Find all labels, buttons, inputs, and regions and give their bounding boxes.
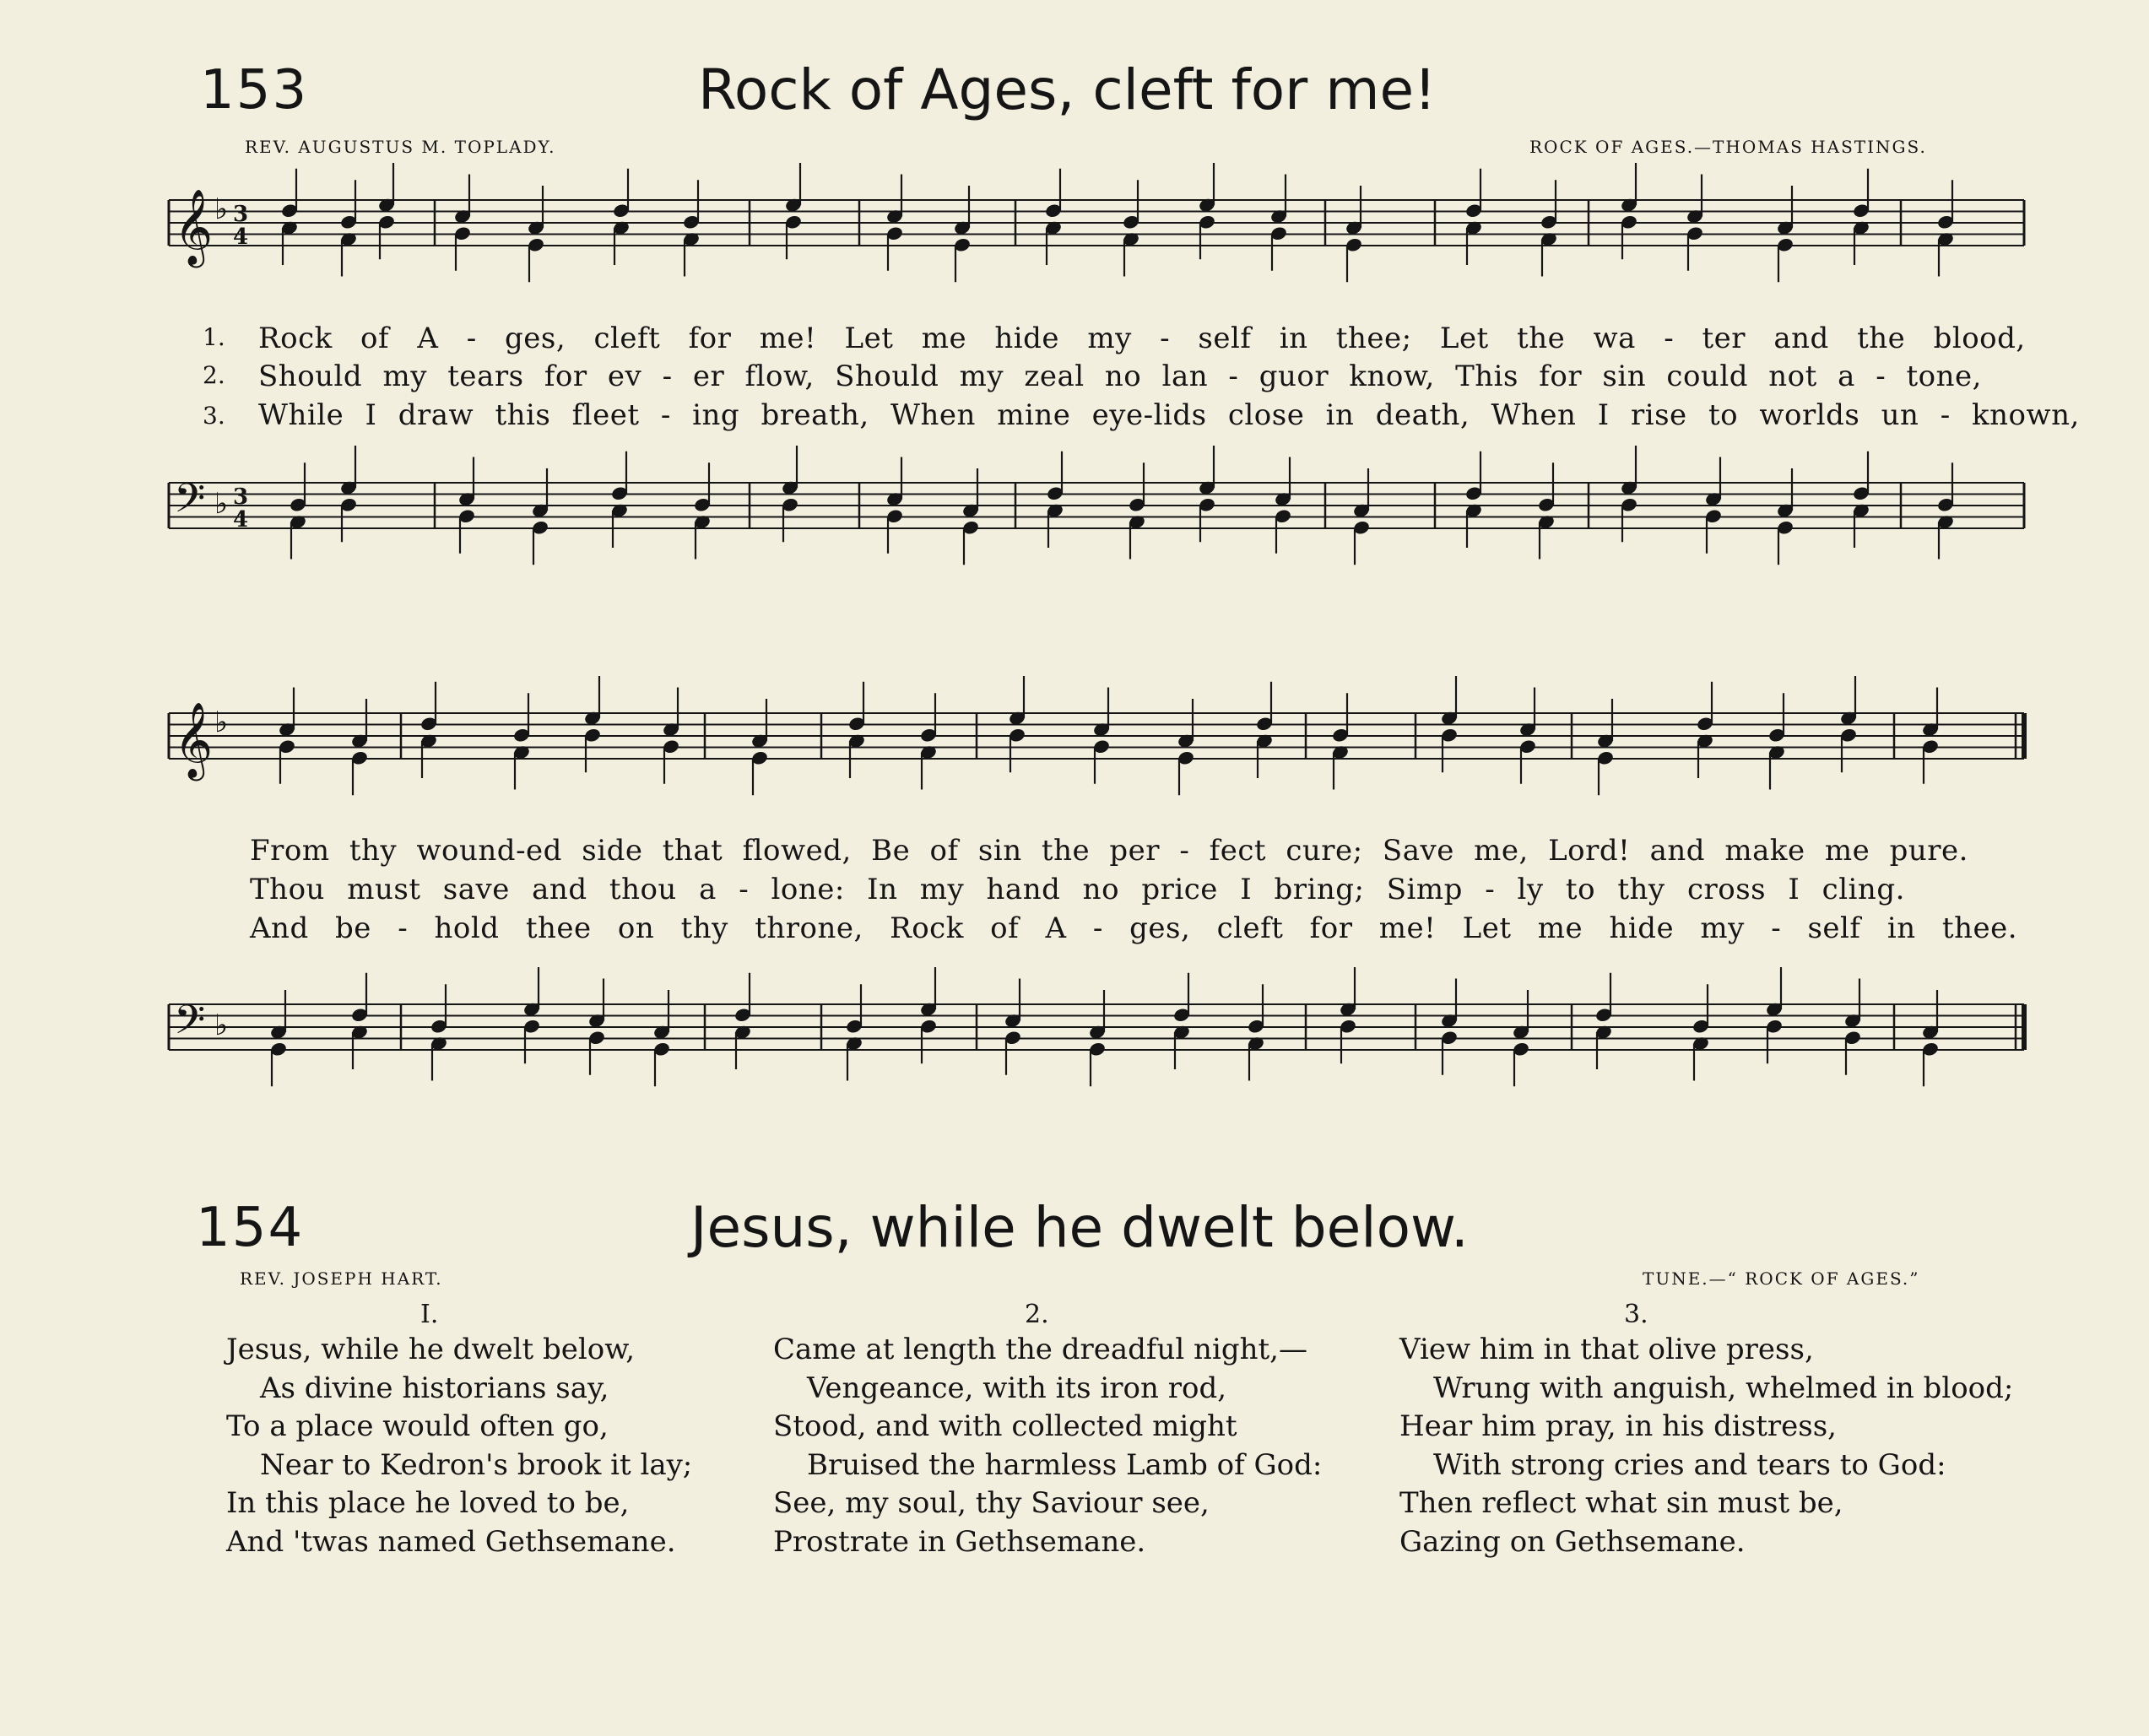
hymn-153-tune: ROCK OF AGES.—THOMAS HASTINGS. — [1529, 137, 1927, 157]
flat-icon: ♭ — [214, 487, 229, 521]
verse-line: Prostrate in Gethsemane. — [773, 1524, 1146, 1559]
verse-line: With strong cries and tears to God: — [1433, 1447, 1946, 1482]
verse-line: As divine historians say, — [260, 1371, 609, 1405]
lyric-line-4: From thy wound-ed side that flowed, Be of sin the per - fect cure; Save me, Lord! and make me pure. — [250, 834, 1968, 868]
verse-line: Wrung with anguish, whelmed in blood; — [1433, 1371, 2014, 1405]
verse-line: Gazing on Gethsemane. — [1399, 1524, 1746, 1559]
verse-line: Near to Kedron's brook it lay; — [260, 1447, 693, 1482]
verse-1-number: I. — [420, 1300, 439, 1329]
hymn-153-author: REV. AUGUSTUS M. TOPLADY. — [245, 137, 556, 157]
flat-icon: ♭ — [214, 706, 229, 739]
time-signature-top: 3 — [233, 484, 249, 510]
verse-line: To a place would often go, — [226, 1409, 609, 1443]
time-signature-top: 3 — [233, 202, 249, 227]
verse-line: Came at length the dreadful night,— — [773, 1333, 1307, 1366]
treble-clef-icon: 𝄞 — [174, 189, 214, 265]
time-signature-bottom: 4 — [233, 224, 249, 250]
bass-clef-icon: 𝄢 — [174, 474, 206, 532]
flat-icon: ♭ — [214, 1009, 229, 1042]
flat-icon: ♭ — [214, 192, 229, 226]
hymn-154-tune: TUNE.—“ ROCK OF AGES.” — [1643, 1268, 1920, 1289]
verse-line: Hear him pray, in his distress, — [1399, 1409, 1837, 1443]
verse-line: View him in that olive press, — [1399, 1333, 1814, 1366]
lyric-line-3: While I draw this fleet - ing breath, When mine eye-lids close in death, When I rise to worlds un - known, — [258, 398, 2080, 432]
verse-2 — [773, 1331, 1322, 1561]
verse-3 — [1399, 1331, 2013, 1561]
verse-line: See, my soul, thy Saviour see, — [773, 1486, 1210, 1520]
verse-line: And 'twas named Gethsemane. — [226, 1524, 676, 1559]
bass-clef-icon: 𝄢 — [174, 996, 206, 1053]
lyric-line-1: Rock of A - ges, cleft for me! Let me hide my - self in thee; Let the wa - ter and the blood, — [258, 322, 2026, 355]
hymn-154-number: 154 — [196, 1197, 305, 1259]
verse-line: Then reflect what sin must be, — [1399, 1486, 1843, 1520]
hymn-154-title: Jesus, while he dwelt below. — [690, 1195, 1469, 1260]
hymn-154-author: REV. JOSEPH HART. — [240, 1268, 443, 1289]
verse-2-number: 2. — [1025, 1300, 1049, 1329]
verse-label-2: 2. — [203, 361, 225, 389]
hymn-153-title: Rock of Ages, cleft for me! — [698, 57, 1437, 122]
verse-label-1: 1. — [203, 323, 225, 351]
treble-clef-icon: 𝄞 — [174, 702, 214, 778]
verse-line: In this place he loved to be, — [226, 1486, 630, 1520]
lyric-line-5: Thou must save and thou a - lone: In my hand no price I bring; Simp - ly to thy cross I cling. — [250, 873, 1905, 906]
hymn-153-number: 153 — [200, 59, 309, 122]
lyric-line-6: And be - hold thee on thy throne, Rock of A - ges, cleft for me! Let me hide my - self in thee. — [250, 911, 2018, 945]
verse-3-number: 3. — [1624, 1300, 1648, 1329]
verse-line: Jesus, while he dwelt below, — [226, 1333, 636, 1366]
time-signature-bottom: 4 — [233, 507, 249, 533]
verse-line: Bruised the harmless Lamb of God: — [807, 1447, 1323, 1482]
verse-line: Vengeance, with its iron rod, — [807, 1371, 1227, 1405]
lyric-line-2: Should my tears for ev - er flow, Should my zeal no lan - guor know, This for sin could not a - tone, — [258, 360, 1982, 393]
verse-line: Stood, and with collected might — [773, 1409, 1237, 1443]
verse-label-3: 3. — [203, 402, 225, 430]
verse-1 — [226, 1331, 692, 1561]
